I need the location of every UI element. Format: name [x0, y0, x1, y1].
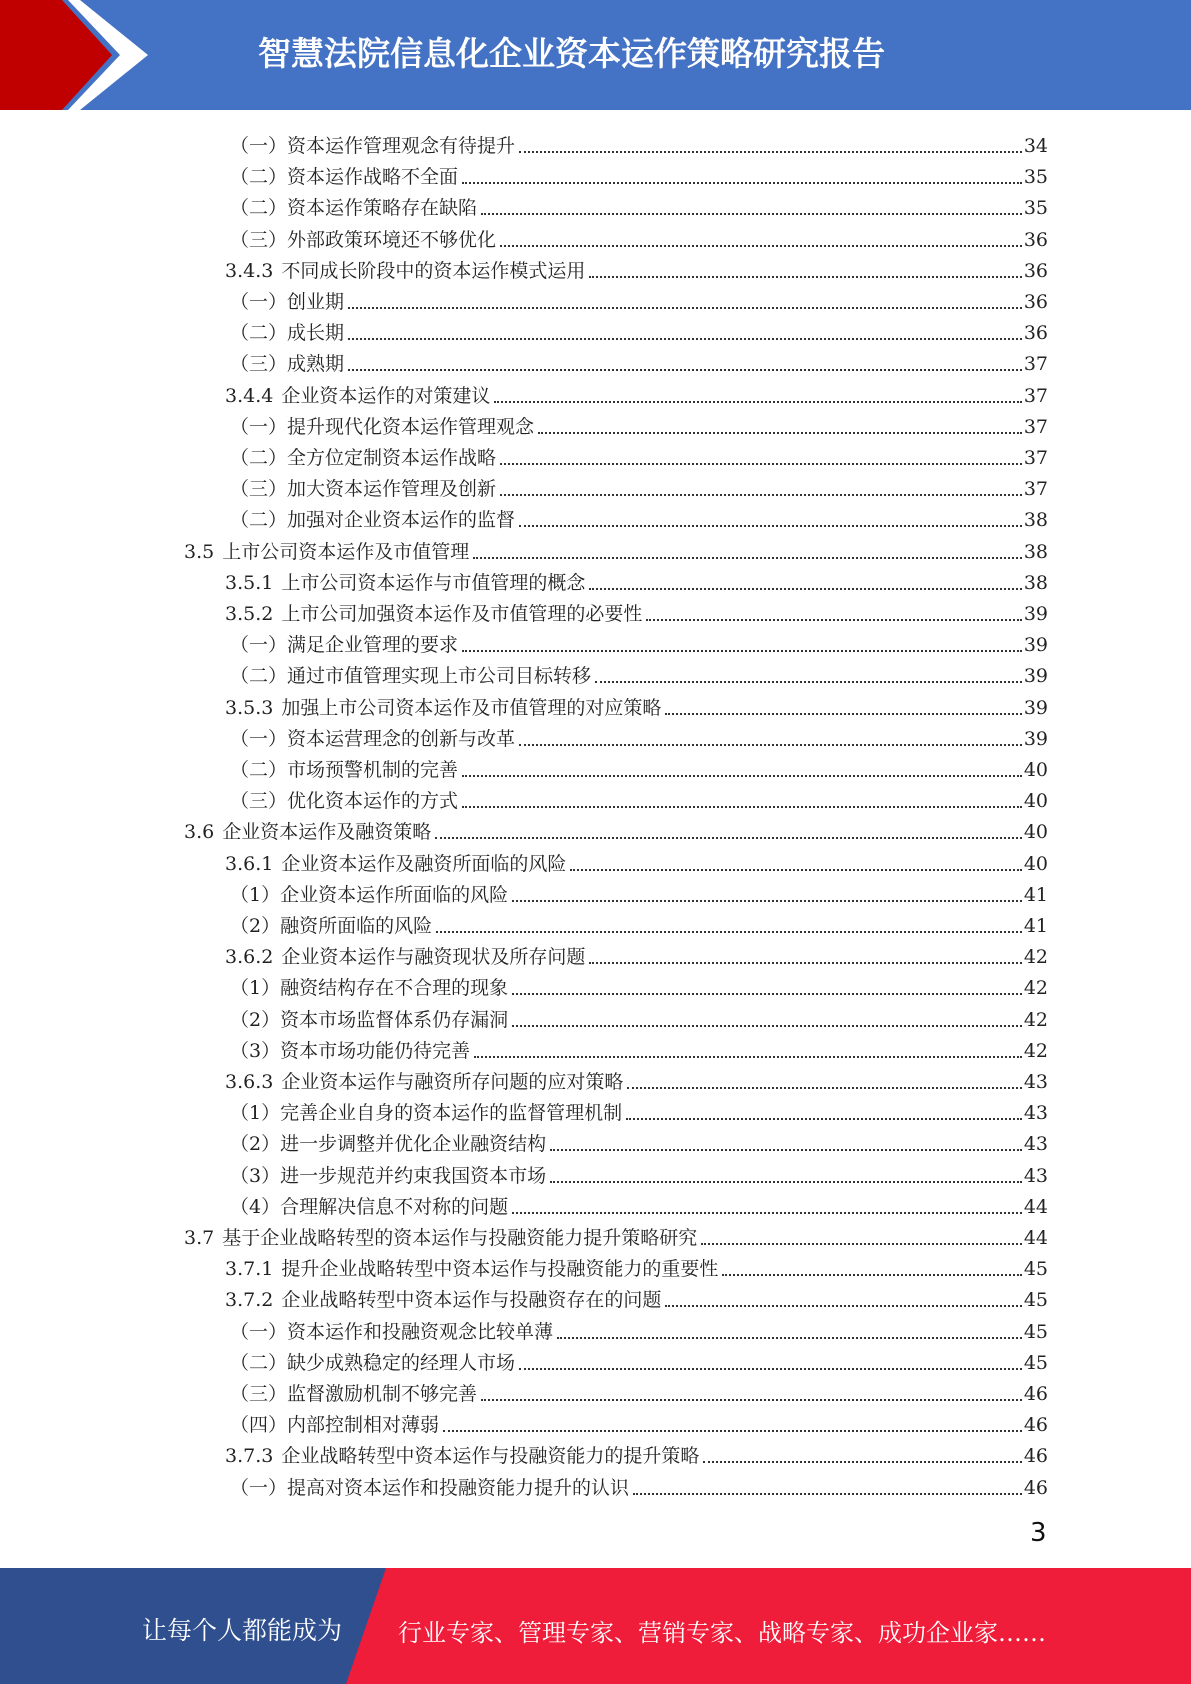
toc-entry-title: 合理解决信息不对称的问题 [280, 1195, 509, 1218]
toc-entry-number: （一） [230, 415, 288, 438]
toc-dot-leader [589, 588, 1021, 590]
toc-entry-title: 进一步规范并约束我国资本市场 [280, 1164, 547, 1187]
toc-entry-page: 45 [1023, 1351, 1048, 1374]
toc-entry-page: 46 [1023, 1445, 1048, 1468]
toc-entry[interactable] [225, 595, 1048, 626]
toc-entry-page: 44 [1023, 1227, 1048, 1249]
toc-entry[interactable] [230, 657, 1048, 688]
toc-entry-number: （二） [230, 197, 288, 220]
toc-entry-title: 资本运作战略不全面 [287, 166, 459, 189]
toc-entry-title: 创业期 [287, 291, 345, 313]
toc-entry-title: 提升企业战略转型中资本运作与投融资能力的重要性 [281, 1258, 719, 1281]
toc-dot-leader [646, 619, 1021, 621]
toc-entry[interactable] [230, 626, 1048, 657]
toc-dot-leader [481, 1399, 1022, 1401]
toc-dot-leader [474, 1056, 1022, 1058]
toc-entry-page: 40 [1023, 821, 1048, 844]
toc-dot-leader [348, 307, 1022, 309]
footer-slogan-left: 让每个人都能成为 [142, 1616, 343, 1645]
toc-entry[interactable] [230, 969, 1048, 1000]
toc-entry-page: 43 [1023, 1133, 1048, 1156]
toc-entry-page: 40 [1023, 852, 1048, 875]
toc-entry-title: 企业资本运作与融资所存问题的应对策略 [281, 1071, 624, 1093]
toc-entry-number: 3.4.4 [225, 384, 274, 407]
toc-entry-number: （3） [230, 1164, 281, 1187]
toc-entry-page: 35 [1023, 197, 1048, 220]
toc-entry-number: （1） [230, 1102, 281, 1125]
toc-entry[interactable] [230, 283, 1048, 314]
toc-entry-page: 40 [1023, 790, 1048, 813]
toc-entry-number: （二） [230, 1351, 288, 1374]
toc-entry-number: 3.7.1 [225, 1258, 274, 1281]
toc-dot-leader [519, 525, 1022, 527]
toc-entry-number: （二） [230, 509, 288, 532]
toc-entry-title: 完善企业自身的资本运作的监督管理机制 [280, 1102, 623, 1125]
toc-entry-page: 39 [1023, 603, 1048, 625]
toc-entry-title: 资本市场功能仍待完善 [280, 1039, 471, 1062]
toc-entry-number: （一） [230, 727, 288, 750]
toc-entry-page: 44 [1023, 1195, 1048, 1218]
toc-entry-title: 成长期 [287, 322, 345, 345]
toc-dot-leader [519, 1368, 1022, 1370]
toc-entry-page: 38 [1023, 509, 1048, 532]
toc-dot-leader [473, 557, 1022, 559]
toc-dot-leader [570, 869, 1021, 871]
toc-entry[interactable] [225, 564, 1048, 595]
toc-entry[interactable] [230, 1001, 1048, 1032]
toc-dot-leader [462, 650, 1022, 652]
toc-entry-title: 资本运营理念的创新与改革 [287, 727, 516, 750]
toc-entry-page: 36 [1023, 259, 1048, 282]
toc-entry[interactable] [225, 1250, 1048, 1281]
toc-dot-leader [538, 432, 1022, 434]
toc-entry-number: （三） [230, 790, 288, 813]
toc-entry-title: 融资结构存在不合理的现象 [280, 977, 509, 1000]
toc-entry-page: 42 [1023, 1008, 1048, 1031]
toc-entry-page: 45 [1023, 1258, 1048, 1281]
toc-dot-leader [462, 775, 1022, 777]
toc-entry-number: 3.6.1 [225, 852, 274, 875]
toc-entry-page: 37 [1023, 478, 1048, 501]
toc-dot-leader [589, 276, 1021, 278]
toc-entry-page: 36 [1023, 228, 1048, 251]
toc-entry[interactable] [230, 1032, 1048, 1063]
toc-entry-page: 37 [1023, 353, 1048, 376]
toc-entry[interactable] [225, 377, 1048, 408]
page-number: 3 [1030, 1518, 1047, 1548]
toc-entry-number: 3.5.1 [225, 571, 274, 594]
toc-entry-number: （四） [230, 1414, 288, 1437]
toc-dot-leader [348, 369, 1022, 371]
toc-entry[interactable] [230, 876, 1048, 907]
toc-entry-page: 35 [1023, 166, 1048, 189]
toc-dot-leader [500, 463, 1022, 465]
toc-entry[interactable] [230, 408, 1048, 439]
toc-entry-title: 资本运作和投融资观念比较单薄 [287, 1320, 554, 1343]
toc-entry-number: 3.4.3 [225, 259, 274, 282]
toc-entry-title: 上市公司资本运作及市值管理 [222, 540, 470, 563]
toc-entry-title: 通过市值管理实现上市公司目标转移 [287, 665, 592, 688]
toc-entry-number: 3.5.2 [225, 603, 274, 625]
toc-entry-title: 提高对资本运作和投融资能力提升的认识 [287, 1476, 630, 1499]
toc-entry-number: 3.7.2 [225, 1289, 274, 1312]
toc-dot-leader [500, 245, 1022, 247]
toc-entry-title: 缺少成熟稳定的经理人市场 [287, 1351, 516, 1374]
toc-entry[interactable] [230, 720, 1048, 751]
toc-entry[interactable] [230, 345, 1048, 376]
toc-entry-page: 43 [1023, 1071, 1048, 1093]
toc-dot-leader [550, 1149, 1022, 1151]
toc-entry[interactable] [230, 158, 1048, 189]
toc-entry-number: 3.5 [184, 540, 215, 563]
toc-entry[interactable] [230, 907, 1048, 938]
toc-entry[interactable] [230, 221, 1048, 252]
toc-dot-leader [595, 681, 1022, 683]
toc-dot-leader [500, 494, 1022, 496]
toc-entry-page: 46 [1023, 1476, 1048, 1499]
toc-entry-title: 企业资本运作所面临的风险 [280, 883, 509, 906]
toc-entry[interactable] [230, 1375, 1048, 1406]
toc-dot-leader [512, 993, 1022, 995]
toc-dot-leader [512, 900, 1022, 902]
toc-entry[interactable] [230, 314, 1048, 345]
toc-entry-page: 46 [1023, 1414, 1048, 1437]
toc-entry-number: （三） [230, 353, 288, 376]
toc-dot-leader [519, 151, 1022, 153]
toc-dot-leader [519, 744, 1022, 746]
toc-entry-number: （二） [230, 166, 288, 189]
toc-entry[interactable] [230, 1157, 1048, 1188]
toc-dot-leader [701, 1243, 1022, 1245]
toc-entry-number: （一） [230, 291, 288, 313]
toc-entry-title: 企业资本运作及融资所面临的风险 [281, 852, 567, 875]
toc-dot-leader [665, 1305, 1021, 1307]
toc-entry-title: 企业资本运作及融资策略 [222, 821, 432, 844]
toc-dot-leader [462, 182, 1022, 184]
toc-entry-page: 38 [1023, 540, 1048, 563]
toc-entry-title: 优化资本运作的方式 [287, 790, 459, 813]
toc-entry-title: 加大资本运作管理及创新 [287, 478, 497, 501]
toc-entry-title: 进一步调整并优化企业融资结构 [280, 1133, 547, 1156]
toc-entry[interactable] [230, 470, 1048, 501]
toc-entry-page: 37 [1023, 415, 1048, 438]
toc-entry-number: （二） [230, 447, 288, 469]
toc-entry[interactable] [230, 501, 1048, 532]
toc-dot-leader [443, 1430, 1022, 1432]
toc-entry-page: 46 [1023, 1383, 1048, 1405]
toc-entry[interactable] [225, 938, 1048, 969]
toc-entry-page: 43 [1023, 1164, 1048, 1187]
toc-dot-leader [557, 1337, 1022, 1339]
toc-entry-number: 3.5.3 [225, 696, 274, 719]
toc-entry[interactable] [225, 1437, 1048, 1468]
toc-entry-number: （三） [230, 478, 288, 501]
toc-entry-number: （三） [230, 228, 288, 251]
toc-entry-title: 企业资本运作的对策建议 [281, 384, 491, 407]
toc-entry-title: 基于企业战略转型的资本运作与投融资能力提升策略研究 [222, 1227, 698, 1249]
toc-entry-number: 3.6 [184, 821, 215, 844]
toc-entry-title: 成熟期 [287, 353, 345, 376]
toc-dot-leader [348, 338, 1022, 340]
page-header [0, 0, 1191, 110]
toc-entry-page: 40 [1023, 759, 1048, 781]
toc-dot-leader [462, 806, 1022, 808]
toc-entry[interactable] [230, 1344, 1048, 1375]
toc-entry[interactable] [225, 252, 1048, 283]
toc-entry-page: 39 [1023, 696, 1048, 719]
toc-dot-leader [626, 1118, 1022, 1120]
toc-entry-page: 36 [1023, 322, 1048, 345]
toc-entry-page: 34 [1023, 135, 1048, 157]
toc-entry-number: （2） [230, 1133, 281, 1156]
toc-entry-title: 融资所面临的风险 [280, 915, 433, 937]
toc-dot-leader [589, 962, 1021, 964]
toc-entry-title: 监督激励机制不够完善 [287, 1383, 478, 1405]
toc-entry-page: 43 [1023, 1102, 1048, 1125]
toc-dot-leader [633, 1493, 1022, 1495]
toc-entry-title: 提升现代化资本运作管理观念 [287, 415, 535, 438]
toc-dot-leader [665, 713, 1021, 715]
toc-entry-title: 不同成长阶段中的资本运作模式运用 [281, 259, 586, 282]
toc-entry-number: 3.6.3 [225, 1071, 274, 1093]
toc-entry-title: 加强上市公司资本运作及市值管理的对应策略 [281, 696, 662, 719]
toc-entry-title: 满足企业管理的要求 [287, 634, 459, 657]
toc-entry-page: 41 [1023, 915, 1048, 937]
toc-entry-number: （2） [230, 1008, 281, 1031]
toc-entry-number: （一） [230, 1476, 288, 1499]
toc-entry[interactable] [230, 751, 1048, 782]
toc-entry-page: 38 [1023, 571, 1048, 594]
toc-entry[interactable] [230, 782, 1048, 813]
toc-entry-title: 企业资本运作与融资现状及所存问题 [281, 946, 586, 969]
toc-entry-page: 37 [1023, 384, 1048, 407]
toc-dot-leader [512, 1025, 1022, 1027]
toc-entry-title: 加强对企业资本运作的监督 [287, 509, 516, 532]
toc-entry[interactable] [225, 1063, 1048, 1094]
toc-entry[interactable] [184, 533, 1048, 564]
toc-entry[interactable] [225, 845, 1048, 876]
toc-entry-page: 42 [1023, 1039, 1048, 1062]
toc-entry-title: 市场预警机制的完善 [287, 759, 459, 781]
toc-entry[interactable] [230, 127, 1048, 158]
toc-entry-page: 39 [1023, 665, 1048, 688]
toc-entry-number: （三） [230, 1383, 288, 1405]
toc-entry[interactable] [230, 1094, 1048, 1125]
toc-entry[interactable] [225, 689, 1048, 720]
toc-entry-title: 企业战略转型中资本运作与投融资存在的问题 [281, 1289, 662, 1312]
toc-entry-page: 41 [1023, 883, 1048, 906]
toc-entry[interactable] [184, 1219, 1048, 1250]
toc-dot-leader [494, 401, 1021, 403]
toc-entry[interactable] [230, 1313, 1048, 1344]
toc-entry[interactable] [184, 813, 1048, 844]
toc-entry-number: 3.6.2 [225, 946, 274, 969]
toc-entry-number: （一） [230, 135, 288, 157]
toc-entry-page: 36 [1023, 291, 1048, 313]
toc-entry-number: （二） [230, 759, 288, 781]
toc-entry-page: 39 [1023, 727, 1048, 750]
footer-slogan-right: 行业专家、管理专家、营销专家、战略专家、成功企业家…… [398, 1619, 1046, 1647]
toc-entry-page: 45 [1023, 1289, 1048, 1312]
toc-dot-leader [703, 1461, 1021, 1463]
document-title: 智慧法院信息化企业资本运作策略研究报告 [258, 34, 885, 73]
toc-entry[interactable] [230, 1125, 1048, 1156]
toc-entry-title: 上市公司加强资本运作及市值管理的必要性 [281, 603, 643, 625]
toc-entry-title: 外部政策环境还不够优化 [287, 228, 497, 251]
toc-entry-number: （一） [230, 634, 288, 657]
toc-dot-leader [436, 931, 1022, 933]
toc-entry-title: 资本运作策略存在缺陷 [287, 197, 478, 220]
toc-entry-title: 资本运作管理观念有待提升 [287, 135, 516, 157]
toc-entry-page: 42 [1023, 946, 1048, 969]
toc-dot-leader [722, 1274, 1021, 1276]
toc-dot-leader [550, 1181, 1022, 1183]
toc-entry-number: 3.7 [184, 1227, 215, 1249]
toc-entry[interactable] [230, 1406, 1048, 1437]
toc-entry-page: 42 [1023, 977, 1048, 1000]
toc-entry-number: （2） [230, 915, 281, 937]
toc-entry-title: 内部控制相对薄弱 [287, 1414, 440, 1437]
toc-entry-number: （二） [230, 322, 288, 345]
toc-entry-number: （1） [230, 977, 281, 1000]
toc-entry[interactable] [225, 1281, 1048, 1312]
toc-entry-page: 39 [1023, 634, 1048, 657]
toc-entry-number: 3.7.3 [225, 1445, 274, 1468]
toc-entry[interactable] [230, 189, 1048, 220]
toc-entry[interactable] [230, 439, 1048, 470]
toc-dot-leader [627, 1087, 1021, 1089]
toc-entry-page: 37 [1023, 447, 1048, 469]
toc-entry-number: （4） [230, 1195, 281, 1218]
toc-entry-title: 全方位定制资本运作战略 [287, 447, 497, 469]
page-footer [0, 1568, 1191, 1684]
toc-dot-leader [435, 837, 1022, 839]
toc-entry-title: 上市公司资本运作与市值管理的概念 [281, 571, 586, 594]
toc-entry-number: （二） [230, 665, 288, 688]
toc-entry-page: 45 [1023, 1320, 1048, 1343]
toc-dot-leader [512, 1212, 1022, 1214]
toc-entry[interactable] [230, 1469, 1048, 1500]
toc-entry[interactable] [230, 1188, 1048, 1219]
toc-entry-number: （一） [230, 1320, 288, 1343]
toc-entry-title: 企业战略转型中资本运作与投融资能力的提升策略 [281, 1445, 700, 1468]
toc-entry-number: （1） [230, 883, 281, 906]
header-arrow-decoration [0, 0, 150, 110]
toc-dot-leader [481, 213, 1022, 215]
toc-entry-title: 资本市场监督体系仍存漏洞 [280, 1008, 509, 1031]
toc-entry-number: （3） [230, 1039, 281, 1062]
